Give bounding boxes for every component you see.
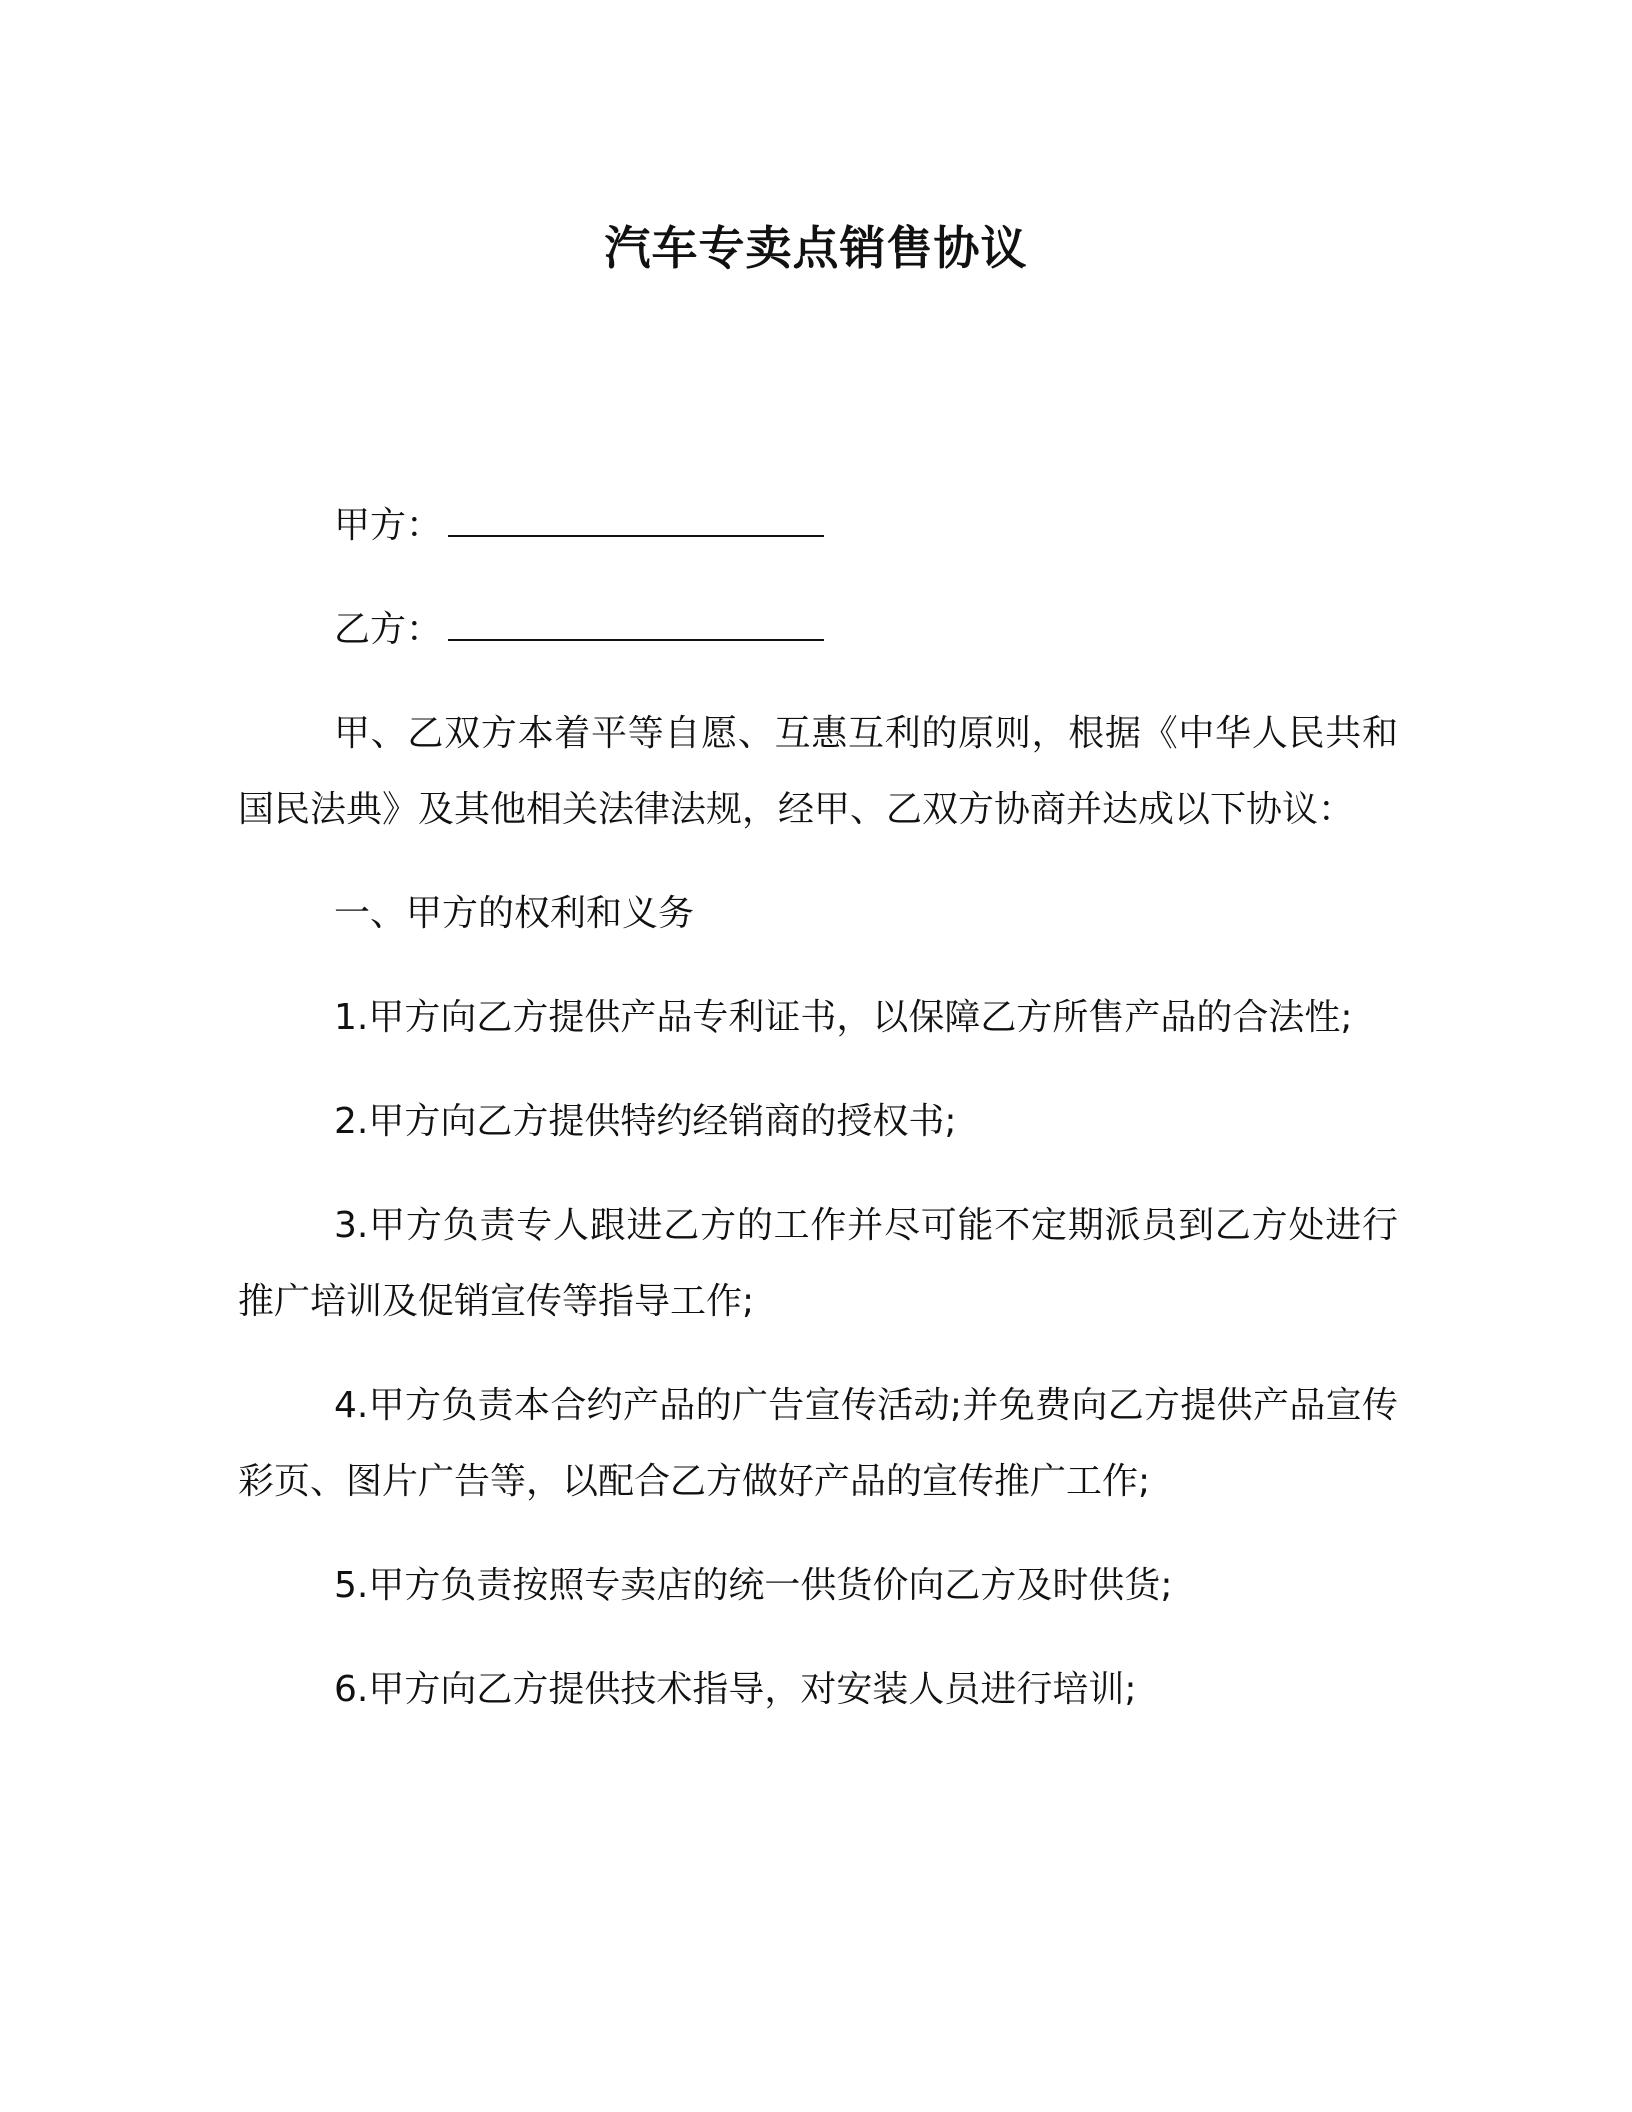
party-a-line — [238, 488, 1398, 592]
clause-item: 4.甲方负责本合约产品的广告宣传活动;并免费向乙方提供产品宣传彩页、图片广告等，以配合乙方做好产品的宣传推广工作; — [238, 1385, 1398, 1502]
clause-item: 2.甲方向乙方提供特约经销商的授权书; — [334, 1101, 957, 1142]
section-heading: 一、甲方的权利和义务 — [334, 893, 695, 934]
party-b-blank — [448, 613, 824, 641]
clause-item: 1.甲方向乙方提供产品专利证书，以保障乙方所售产品的合法性; — [334, 997, 1353, 1038]
document-body — [238, 488, 1398, 1728]
party-a-label: 甲方： — [334, 505, 443, 546]
intro-paragraph: 甲、乙双方本着平等自愿、互惠互利的原则，根据《中华人民共和国民法典》及其他相关法律法规，经甲、乙双方协商并达成以下协议： — [238, 713, 1398, 830]
party-a-blank — [448, 509, 824, 537]
party-b-label: 乙方： — [334, 609, 443, 650]
clause-item: 3.甲方负责专人跟进乙方的工作并尽可能不定期派员到乙方处进行推广培训及促销宣传等指导工作; — [238, 1205, 1398, 1322]
clause-item: 5.甲方负责按照专卖店的统一供货价向乙方及时供货; — [334, 1565, 1173, 1606]
party-b-line — [238, 592, 1398, 696]
document-title: 汽车专卖点销售协议 — [604, 221, 1028, 275]
clause-item: 6.甲方向乙方提供技术指导，对安装人员进行培训; — [334, 1669, 1137, 1710]
